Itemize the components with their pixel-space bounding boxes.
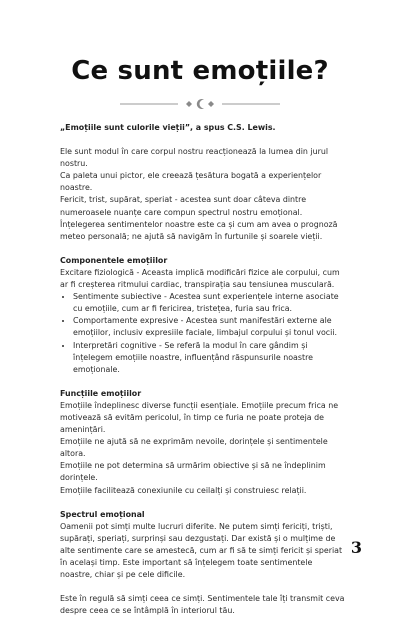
components-intro: Excitare fiziologică - Aceasta implică modificări fizice ale corpului, cum ar fi creșterea ritmului cardiac, transpirația sau tensiunea musculară. (60, 267, 340, 290)
list-item: • Interpretări cognitive - Se referă la modul în care gândim și înțelegem emoțiile noastre, influențând răspunsurile noastre emoționale. (73, 340, 345, 376)
page-title: Ce sunt emoțiile? (71, 56, 329, 86)
functions-line: Emoțiile îndeplinesc diverse funcții esențiale. Emoțiile precum frica ne motivează să evităm pericolul, în timp ce furia ne poate proteja de amenințări. (60, 400, 339, 435)
functions-line: Emoțiile ne ajută să ne exprimăm nevoile, dorințele și sentimentele altora. (60, 437, 328, 459)
spectrum-paragraph: Oamenii pot simți multe lucruri diferite. Ne putem simți fericiți, triști, supărați, speriați, surprinși sau dezgustați. Dar există și o mulțime de alte sentimente care se amestecă, cum ar fi să te simți fericit și speriat în același timp. Este important să înțelegem toate sentimentele noastre, chiar și pe cele dificile. (60, 521, 343, 580)
section-heading-functions: Funcțiile emoțiilor (60, 388, 142, 398)
list-item: • Comportamente expresive - Acestea sunt manifestări externe ale emoțiilor, inclusiv expresiile faciale, limbajul corpului și tonul vocii. (73, 315, 345, 339)
functions-line: Emoțiile facilitează conexiunile cu ceilalți și construiesc relații. (60, 485, 307, 495)
intro-line: Ele sunt modul în care corpul nostru reacționează la lumea din jurul nostru. (60, 147, 329, 169)
section-heading-components: Componentele emoțiilor (60, 255, 168, 265)
intro-line: Ca paleta unui pictor, ele creează țesătura bogată a experiențelor noastre. (60, 171, 322, 193)
intro-paragraph: Fericit, trist, supărat, speriat - acestea sunt doar câteva dintre numeroasele nuanțe care compun spectrul nostru emoțional. Înțelegerea sentimentelor noastre este ca și cum am avea o prognoză meteo personală; ne ajută să navigăm în furtunile și soarele vieții. (60, 195, 338, 241)
page-content (60, 122, 345, 617)
list-item: • Sentimente subiective - Acestea sunt experiențele interne asociate cu emoțiile, cum ar fi fericirea, tristețea, furia sau frica. (73, 291, 345, 315)
page-number: 3 (350, 538, 362, 557)
opening-quote: „Emoțiile sunt culorile vieții”, a spus C.S. Lewis. (60, 123, 276, 132)
components-list (60, 291, 345, 376)
closing-paragraph: Este în regulă să simți ceea ce simți. Sentimentele tale îți transmit ceva despre ceea ce se întâmplă în interiorul tău. (60, 594, 345, 616)
moon-ornament-divider-icon (120, 97, 280, 111)
functions-line: Emoțiile ne pot determina să urmărim obiective și să ne îndeplinim dorințele. (60, 461, 326, 483)
section-heading-spectrum: Spectrul emoțional (60, 509, 145, 519)
